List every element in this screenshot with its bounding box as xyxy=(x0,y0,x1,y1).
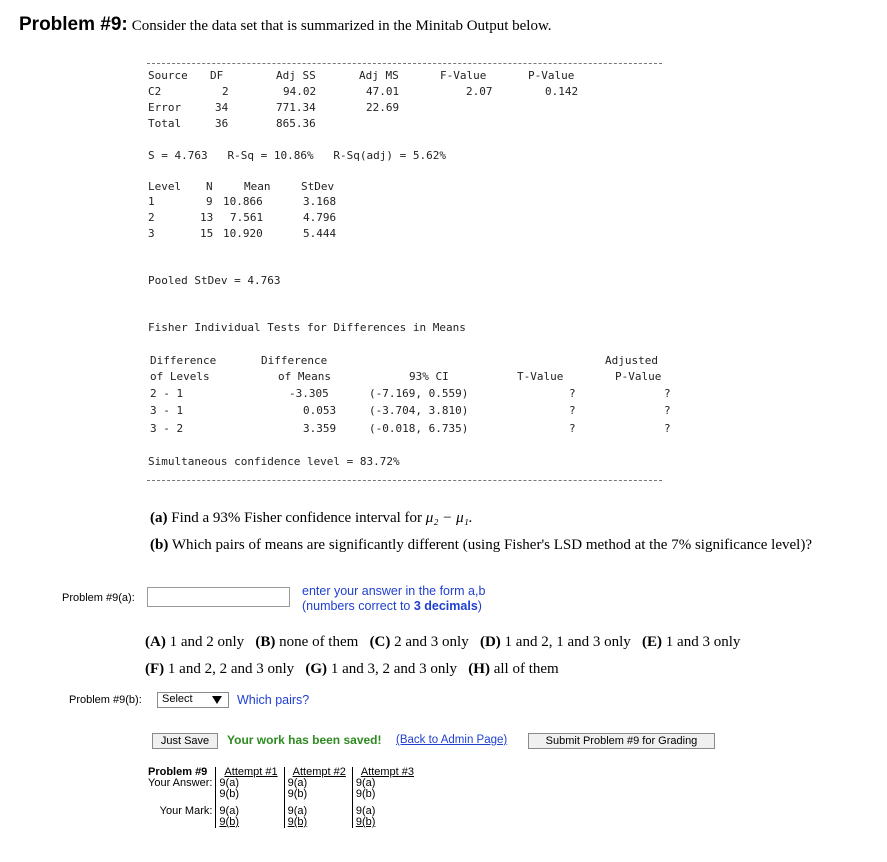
part-b: 9(b) xyxy=(287,816,308,828)
choice-key: (F) xyxy=(145,661,165,677)
back-to-admin-link[interactable]: (Back to Admin Page) xyxy=(396,734,508,746)
anova-header-pvalue: P-Value xyxy=(528,69,575,82)
question-b-label: (b) xyxy=(150,537,169,553)
problem-heading xyxy=(19,14,552,36)
part-b: 9(b) xyxy=(355,816,376,828)
diff-header: Adjusted xyxy=(605,354,658,367)
answer-a-hint xyxy=(302,584,485,614)
part-a: 9(a) xyxy=(355,777,376,789)
choice-text: 1 and 2, 2 and 3 only xyxy=(167,661,295,677)
answer-a-label: Problem #9(a): xyxy=(62,592,135,604)
attempts-table xyxy=(145,767,420,828)
means-cell: 13 xyxy=(200,211,214,224)
choice-key: (G) xyxy=(305,661,328,677)
choice-key: (E) xyxy=(642,634,663,650)
attempt-1-header: Attempt #1 xyxy=(216,767,284,778)
diff-cell: 0.053 xyxy=(303,404,337,417)
choice-text: 1 and 2 only xyxy=(169,634,245,650)
hint-bold: 3 decimals xyxy=(413,599,478,613)
anova-cell: 94.02 xyxy=(283,85,317,98)
part-a: 9(a) xyxy=(219,805,239,817)
anova-header-df: DF xyxy=(210,69,224,82)
answer-b-select-value: Select xyxy=(162,693,193,705)
means-cell: 9 xyxy=(206,195,213,208)
output-bottom-divider-line xyxy=(147,480,662,481)
choice-key: (C) xyxy=(369,634,391,650)
means-cell: 10.920 xyxy=(223,227,263,240)
diff-cell: ? xyxy=(664,387,671,400)
diff-cell: 3.359 xyxy=(303,422,337,435)
pooled-stdev: Pooled StDev = 4.763 xyxy=(148,274,281,287)
choices-line-1 xyxy=(145,634,740,651)
part-a: 9(a) xyxy=(287,805,308,817)
diff-cell: ? xyxy=(569,404,576,417)
anova-header-adjss: Adj SS xyxy=(276,69,316,82)
simultaneous-confidence: Simultaneous confidence level = 83.72% xyxy=(148,455,400,468)
anova-cell: 47.01 xyxy=(366,85,400,98)
anova-header-fvalue: F-Value xyxy=(440,69,487,82)
choice-key: (A) xyxy=(145,634,166,650)
diff-header: Difference xyxy=(261,354,328,367)
means-header-stdev: StDev xyxy=(301,180,335,193)
fisher-title: Fisher Individual Tests for Differences in Means xyxy=(148,321,466,334)
anova-cell: 771.34 xyxy=(276,101,316,114)
means-cell: 5.444 xyxy=(303,227,337,240)
choice-text: 1 and 3 only xyxy=(665,634,741,650)
choice-text: none of them xyxy=(279,634,359,650)
answer-a-hint-line2 xyxy=(302,599,485,614)
means-cell: 3 xyxy=(148,227,155,240)
diff-cell: ? xyxy=(569,422,576,435)
hint-prefix: (numbers correct to xyxy=(302,599,414,613)
question-b xyxy=(150,537,812,554)
attempt-3-header: Attempt #3 xyxy=(352,767,420,778)
diff-cell: (-7.169, 0.559) xyxy=(369,387,469,400)
part-a: 9(a) xyxy=(355,805,376,817)
diff-header: P-Value xyxy=(615,370,662,383)
part-b: 9(b) xyxy=(355,788,376,800)
diff-cell: 2 - 1 xyxy=(150,387,184,400)
dropdown-arrow-icon xyxy=(212,696,222,704)
diff-header: of Levels xyxy=(150,370,210,383)
choice-text: 1 and 3, 2 and 3 only xyxy=(330,661,458,677)
diff-header: Difference xyxy=(150,354,217,367)
means-cell: 15 xyxy=(200,227,214,240)
summary-line: S = 4.763 R-Sq = 10.86% R-Sq(adj) = 5.62% xyxy=(148,149,447,162)
attempt-3-mark xyxy=(352,800,420,828)
choice-key: (B) xyxy=(255,634,276,650)
anova-cell: 22.69 xyxy=(366,101,400,114)
saved-message: Your work has been saved! xyxy=(227,733,382,747)
question-a-text: Find a 93% Fisher confidence interval for xyxy=(171,510,423,526)
diff-cell: -3.305 xyxy=(289,387,329,400)
attempt-2-answer xyxy=(284,778,352,800)
attempt-1-answer xyxy=(216,778,284,800)
diff-cell: 3 - 2 xyxy=(150,422,184,435)
attempt-2-header: Attempt #2 xyxy=(284,767,352,778)
anova-cell: C2 xyxy=(148,85,162,98)
means-cell: 2 xyxy=(148,211,155,224)
diff-header: T-Value xyxy=(517,370,564,383)
choice-text: all of them xyxy=(493,661,559,677)
attempt-2-mark xyxy=(284,800,352,828)
diff-header: 93% CI xyxy=(409,370,449,383)
means-cell: 3.168 xyxy=(303,195,337,208)
problem-statement: Consider the data set that is summarized in the Minitab Output below. xyxy=(131,18,552,34)
diff-cell: ? xyxy=(569,387,576,400)
diff-cell: 3 - 1 xyxy=(150,404,184,417)
part-a: 9(a) xyxy=(219,777,239,789)
diff-cell: (-0.018, 6.735) xyxy=(369,422,469,435)
means-header-level: Level xyxy=(148,180,182,193)
means-header-mean: Mean xyxy=(244,180,271,193)
diff-cell: ? xyxy=(664,422,671,435)
choice-text: 1 and 2, 1 and 3 only xyxy=(504,634,631,650)
anova-cell: Error xyxy=(148,101,182,114)
means-cell: 1 xyxy=(148,195,155,208)
question-b-text: Which pairs of means are significantly different (using Fisher's LSD method at the 7% significance level)? xyxy=(171,537,812,553)
part-a: 9(a) xyxy=(287,777,308,789)
part-b: 9(b) xyxy=(287,788,308,800)
anova-header-adjms: Adj MS xyxy=(359,69,399,82)
answer-b-label: Problem #9(b): xyxy=(69,694,142,706)
means-cell: 10.866 xyxy=(223,195,263,208)
answer-b-select[interactable] xyxy=(157,692,229,708)
anova-cell: 36 xyxy=(215,117,229,130)
just-save-button[interactable]: Just Save xyxy=(152,733,218,749)
means-header-n: N xyxy=(206,180,213,193)
question-a xyxy=(150,510,473,527)
choice-key: (D) xyxy=(479,634,501,650)
diff-cell: ? xyxy=(664,404,671,417)
attempts-header: Problem #9 xyxy=(148,766,208,778)
answer-a-hint-line1: enter your answer in the form a,b xyxy=(302,584,486,598)
question-a-label: (a) xyxy=(150,510,168,526)
anova-cell: 2.07 xyxy=(466,85,493,98)
attempt-1-mark xyxy=(216,800,284,828)
your-answer-label: Your Answer: xyxy=(148,777,213,789)
anova-cell: 34 xyxy=(215,101,229,114)
diff-cell: (-3.704, 3.810) xyxy=(369,404,469,417)
answer-a-input[interactable] xyxy=(147,587,290,607)
attempt-3-answer xyxy=(352,778,420,800)
output-top-divider xyxy=(147,63,662,64)
your-mark-label: Your Mark: xyxy=(159,805,213,817)
anova-header-source: Source xyxy=(148,69,188,82)
submit-grading-button[interactable]: Submit Problem #9 for Grading xyxy=(528,733,715,749)
choice-key: (H) xyxy=(468,661,490,677)
means-cell: 7.561 xyxy=(230,211,264,224)
hint-suffix: ) xyxy=(477,599,482,613)
means-cell: 4.796 xyxy=(303,211,337,224)
anova-cell: 0.142 xyxy=(545,85,579,98)
diff-header: of Means xyxy=(278,370,331,383)
answer-b-hint: Which pairs? xyxy=(237,693,310,707)
part-b: 9(b) xyxy=(219,816,239,828)
anova-cell: 2 xyxy=(222,85,229,98)
choices-line-2 xyxy=(145,661,559,678)
question-a-math: μ₂ − μ₁. xyxy=(425,510,473,526)
anova-cell: Total xyxy=(148,117,182,130)
problem-label: Problem #9: xyxy=(19,14,128,35)
choice-text: 2 and 3 only xyxy=(394,634,469,650)
part-b: 9(b) xyxy=(219,788,239,800)
anova-cell: 865.36 xyxy=(276,117,316,130)
